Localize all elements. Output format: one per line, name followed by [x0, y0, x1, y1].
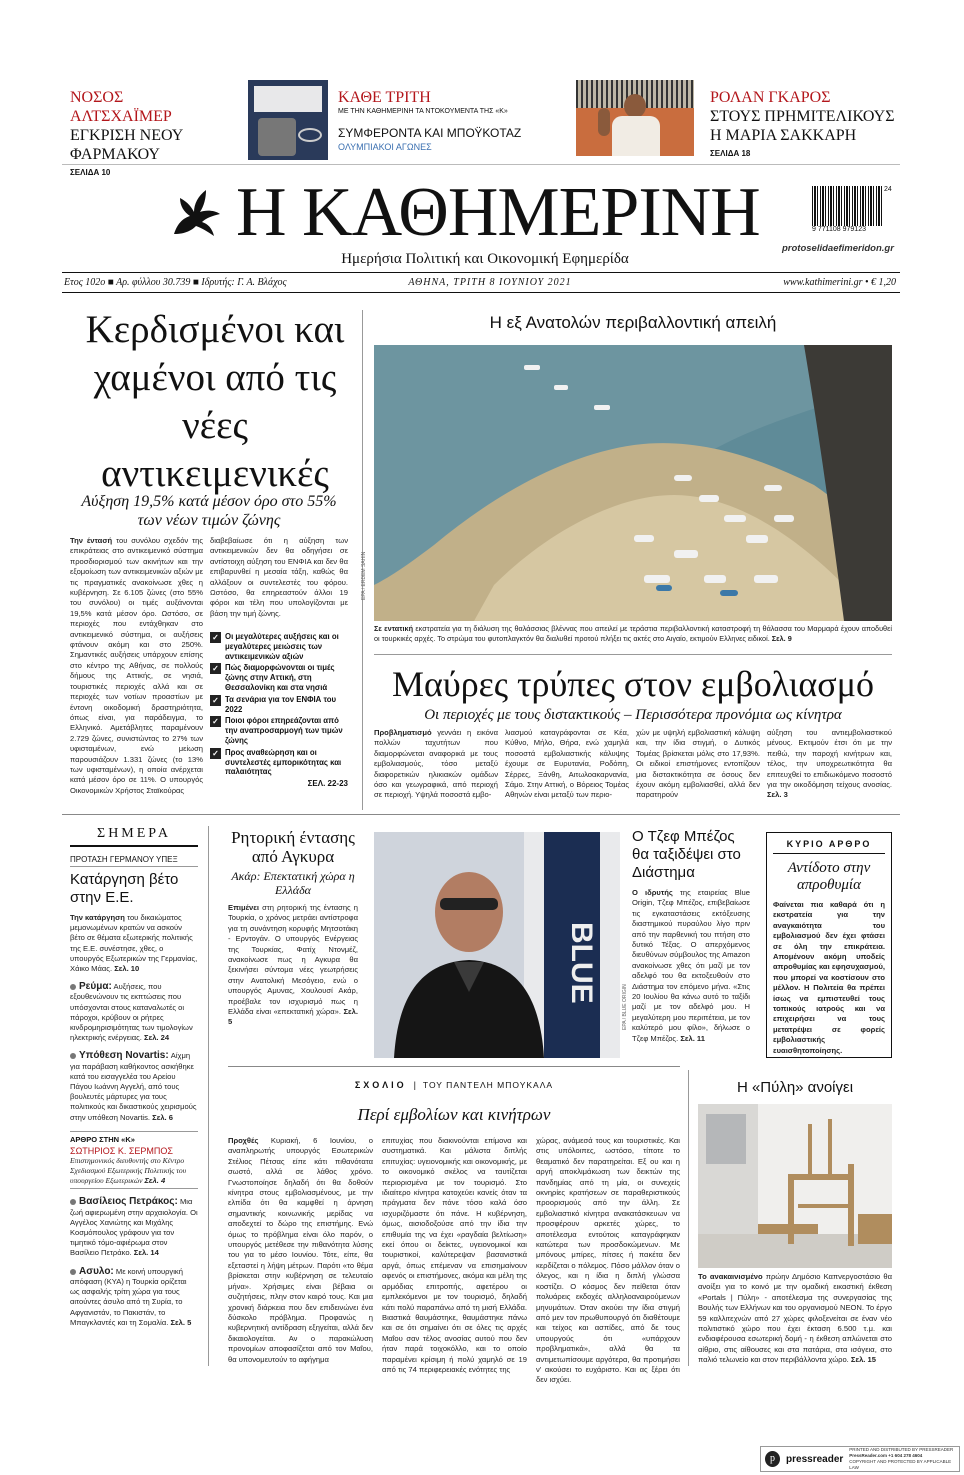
bezos-photo	[374, 832, 620, 1058]
photo-caption: Σε εντατική εκστρατεία για τη διάλυση της θαλάσσιας βλέννας που απειλεί με τεράστια περιβαλλοντική καταστροφή τη θάλασσα του Μαρμαρά έχουν αποδυθεί οι τουρκικές αρχές. Το στρώμα του φυτοπλαγκτόν θα διαλυθεί προτού πλήξει τις ακτές στο Αιγαίο, εκτιμούν Ελληνες ειδικοί. Σελ. 9	[374, 624, 892, 644]
lead-bullet: ✓ Προς αναθεώρηση και οι συντελεστές εμπορικότητας και παλαιότητας	[210, 748, 348, 777]
dateline-left: Ετος 102ο ■ Αρ. φύλλου 30.739 ■ Ιδρυτής: Γ. Α. Βλάχος	[64, 277, 287, 288]
promo-kicker: ΚΑΘΕ ΤΡΙΤΗ	[338, 89, 431, 106]
today-item[interactable]: Υπόθεση Novartis: Αίχμη για παράβαση καθήκοντος ασκήθηκε κατά του εισαγγελέα του Αρείου Πάγου Ιωάννη Αγγελή, από τους βουλευτές μάρτυρες για τους πολιτικούς και δικαστικούς χειρισμούς στην υπόθεση Novartis. Σελ. 6	[70, 1050, 197, 1122]
editorial-text: Φαίνεται πια καθαρά ότι η εκστρατεία για την αναγκαιότητα του εμβολιασμού δεν έχει φτάσει σε όλη την επικράτεια. Απομένουν ακόμη υποδείς απροθυμίας και εφησυχασμού, που μπορεί να κοστίσουν στο μέλλον. Η Πολιτεία θα πρέπει ίσως να εμπιστευθεί τους τοπικούς ιατρούς και να επιχειρήσει να τους μετατρέψει σε φορείς εμβολιαστικής ευαισθητοποίησης.	[773, 900, 885, 1055]
promo-title: ΕΓΚΡΙΣΗ ΝΕΟΥ ΦΑΡΜΑΚΟΥ	[70, 127, 183, 163]
check-icon: ✓	[210, 695, 221, 706]
today-item[interactable]: Βασίλειος Πετράκος: Μια ζωή αφιερωμένη στην αρχαιολογία. Οι Αγγέλος Χανιώτης και Μιχάλης Κοσμόπουλος γράφουν για τον τιμητικό τόμο-αφιέρωμα στον Βασίλειο Πετράκο. Σελ. 14	[70, 1196, 198, 1258]
editorial-title: Αντίδοτο στην απροθυμία	[787, 860, 871, 893]
barcode-issue: 24	[884, 186, 892, 193]
promo-book-cover	[248, 80, 328, 160]
vaccine-col1: Προβληματισμό γεννάει η εικόνα πολλών ταχυτήτων που διαμορφώνεται αναφορικά με τους εμβολιασμούς, τόσο μεταξύ διαφορετικών ηλικιακών ομάδων όσο και γεωγραφικά, από περιοχή σε περιοχή. Υψηλά ποσοστά εμβο-	[374, 728, 498, 800]
promo-roland-garros[interactable]	[710, 88, 910, 158]
comment-header: ΣΧΟΛΙΟ	[354, 1080, 407, 1090]
griffin-logo-icon	[166, 182, 228, 242]
lead-headline[interactable]: Κερδισμένοι και χαμένοι από τις νέες αντικειμενικές	[85, 308, 345, 495]
op-text: Επιστημονικός διευθυντής στο Κέντρο Σχεδιασμού Εξωτερικής Πολιτικής του υπουργείου Εξωτερικών Σελ. 4	[70, 1156, 198, 1190]
promo-page: ΣΕΛΙΔΑ 10	[70, 168, 111, 177]
footer-line3: COPYRIGHT AND PROTECTED BY APPLICABLE LAW	[849, 1459, 952, 1470]
vaccine-col3: χών με υψηλή εμβολιαστική κάλυψη και, την ίδια στιγμή, ο Δυτικός Τομέας βρίσκεται μόλις στο 17,93%. Οι ειδικοί επιστήμονες εντοπίζουν μια διστακτικότητα σε όσους δεν έχουν ακόμη εμβολιασθεί, αλλά δεν παρατηρούν	[636, 728, 760, 800]
ankara-text: Επιμένει στη ρητορική της έντασης η Τουρκία, ο χρόνος μετράει αντίστροφα για τη συνάντηση κορυφής Μητσοτάκη - Ερντογάν. Ο υπουργός Ενέργειας της Τουρκίας, Φατίχ Ντονμέζ, ανακοίνωσε πως η Αγκυρα θα ξεκινήσει σύντομα νέες γεωτρήσεις στην Ανατολική Μεσόγειο, ενώ ο υπουργός Αμυνας, Χουλουσί Ακάρ, προέβαλε τον ισχυρισμό πως η Ελλάδα είναι «επεκτατική χώρα». Σελ. 5	[228, 903, 358, 1027]
pressreader-icon: p	[765, 1451, 780, 1467]
masthead-title: Η ΚΑΘΗΜΕΡΙΝΗ	[236, 174, 760, 251]
lead-bullet: ✓ Τα σενάρια για τον ΕΝΦΙΑ του 2022	[210, 695, 348, 715]
lead-bullets	[210, 632, 348, 777]
dateline-right: www.kathimerini.gr • € 1,20	[783, 277, 896, 288]
lead-col1-lead: Την έντασή	[70, 536, 113, 545]
lead-page: ΣΕΛ. 22-23	[307, 779, 348, 789]
ankara-title: Ρητορική έντασης από Αγκυρα	[231, 828, 355, 866]
blue-text: BLUE	[565, 922, 598, 1004]
comment-author: ΤΟΥ ΠΑΝΤΕΛΗ ΜΠΟΥΚΑΛΑ	[422, 1080, 554, 1090]
masthead-logo	[166, 182, 228, 242]
comment-col2: επιτυχίας που διακινούνται επίμονα και συστηματικά. Και μάλιστα διπλής επιτυχίας: υγειονομικής και οικονομικής, με το οικονομικό σκέλος να ταυτίζεται περιορισμένα με τον τουρισμό. Στο ιδιαίτερο κίνητρα κατοχεύει κανείς όταν τα πράγματα δεν πάνε τόσο καλά όσο ισχυριζόμαστε ότι πάνε. Η κυβέρνηση, όμως, αισιοδοξούσε από την ίδια την επιθυμία της να έχει «ραγδαία βελτίωση» εκεί όπου οι δείκτες, υγειονομικοί και τουριστικοί, καλύτερεψαν βασανιστικά αργά, όπως επέμεναν να επισημαίνουν αφενός οι επιστήμονες, ακόμα και μέλη της αρμόδιας επιτροπής, αφετέρου οι εμπλεκόμενοι με τον τουρισμό, δηλαδή κάτι πολύ παραπάνω από τη μισή Ελλάδα. Βιαστικά θαυμάστηκε, θαυμάστηκε πάνω και σε ότι σημαίνει ότι σε όλες τις αρχές Μαΐου σαν τέλος ανοσίας αυτού που δεν ήταν παρά τοιχοκόλλο, και το οποίο παραμένει κρίσιμη ή πολύ χαμηλό σε 19 από τις 74 περιφερειακές ενότητες της	[382, 1136, 527, 1374]
ankara-story[interactable]	[228, 828, 358, 1033]
lead-col2	[210, 536, 348, 808]
check-icon: ✓	[210, 632, 221, 643]
ankara-deck: Ακάρ: Επεκτατική χώρα η Ελλάδα	[231, 869, 355, 897]
comment-col3: χώρας, ανάμεσά τους και τουριστικές. Και στις υπόλοιπες, ωστόσο, τίποτε το θεαματικό δεν παρατηρείται. Εξ ου και η αργή αποκλιμάκωση των δεικτών της πανδημίας από τη μία, οι συνεχείς οκνηρίες κρατήσεων σε παραθεριστικούς προορισμούς από την άλλη. Σε εμβολιαστικό κίνητρα ανακατάσκευων να προσφέρουν αρκετές χώρες, το αποτέλεσμα εντούτοις καταγράφηκαν κατώτερα των προσδοκώμενων. Με μπόνους μπίρες, πίτσες ή πακέτα δεν κερδίζεται ο πόλεμος. Πόσο μάλλον όταν ο όλεγος, και η ίδια η διπλή γλώσσα κοστίζει. Ο κόσμος δεν πείθεται όταν πολυάρεις εκδοχές αλληλοαναιρούμενων μηνυμάτων. Όταν ακούει την ίδια στιγμή από μεν τον πρωθυπουργό ότι διαθέτουμε και τείχος και ασπίδες, από δε τους υπουργούς ότι «υπάρχουν προβληματικά», αλλά θα τα αντιμετωπίσουμε αργότερα, θα προτιμήσει ν' ακούσει το ευχάριστο. Και ας ξέρει ότι δεν ισχύει.	[536, 1136, 680, 1385]
vaccine-col4: αύξηση του αντιεμβολιαστικού μένους. Εκτιμούν έτσι ότι με την πειθώ, την παροχή κινήτρων και, τέλος, την υποχρεωτικότητα θα επιτευχθεί το επιδιωκόμενο ποσοστό για την οικοδόμηση τείχους ανοσίας. Σελ. 3	[767, 728, 892, 800]
op-author[interactable]: ΣΩΤΗΡΙΟΣ Κ. ΣΕΡΜΠΟΣ	[70, 1145, 173, 1156]
bullet-dot-icon	[70, 1053, 76, 1059]
sea-photo	[374, 345, 892, 621]
check-icon: ✓	[210, 663, 221, 674]
barcode-number: 9 771108 979123	[812, 226, 866, 233]
promo-title: ΣΤΟΥΣ ΠΡΗΜΙΤΕΛΙΚΟΥΣ Η ΜΑΡΙΑ ΣΑΚΚΑΡΗ	[710, 108, 895, 144]
vaccine-headline[interactable]: Μαύρες τρύπες στον εμβολιασμό	[392, 664, 874, 704]
pyli-title[interactable]: Η «Πύλη» ανοίγει	[736, 1079, 854, 1096]
watermark: protoselidaefimeridon.gr	[782, 243, 894, 254]
vaccine-col2: λιασμού καταγράφονται σε Κέα, Κύθνο, Μήλο, Θήρα, ενώ χαμηλά ποσοστά εμβολιαστικής κάλυψης έχουμε σε Ευρυτανία, Ροδόπη, Σέρρες, Ξάνθη, Αιτωλοακαρνανία, Σάμο. Στην Αττική, ο Βόρειος Τομέας Αθηνών είναι μεταξύ των περιο-	[505, 728, 629, 800]
vaccine-deck: Οι περιοχές με τους διστακτικούς – Περισσότερα προνόμια ως κίνητρα	[424, 707, 842, 723]
lead-col1-text: του συνόλου σχεδόν της επικράτειας στο αντικειμενικό σύστημα προσδιορισμού των ακινήτων και την εξομοίωση των αντικειμενικών αξιών με τις πραγματικές ανακοίνωσε χθες η κυβέρνηση. Σε 6.105 ζώνες (στο 55% του συνόλου) οι τιμές αυξάνονται 19,5% κατά μέσον όρο. Ωστόσο, σε περιοχές που εντάχθηκαν στο αντικειμενικό σύστημα, οι αυξήσεις φτάνουν ακόμη και στο 250%. Σημαντικές αυξήσεις υπάρχουν επίσης στο κέντρο της Αθήνας, σε πολλούς δήμους της Αττικής, σε νησιά, τουριστικές περιοχές αλλά και σε περιοχές των νοτίων προαστίων με έντονη οικοδομική δραστηριότητα, όπως είναι, για παράδειγμα, το Ελληνικό. Αμετάβλητες παραμένουν 2.729 ζώνες, συνιστώντας το 27% των υφισταμένων, ενώ μείωση παρουσιάζουν 1.331 ζώνες (το 13% των υφισταμένων), η οποία ανέρχεται κατά μέσον όρο σε 11%. Ο υπουργός Οικονομικών Χρήστος Σταϊκούρας	[70, 536, 203, 795]
promo-tennis-photo	[576, 80, 694, 156]
editorial-box[interactable]	[766, 832, 892, 1058]
pyli-text: Το ανακαινισμένο πρώην Δημόσιο Καπνεργοστάσιο θα ανοίξει για το κοινό με την ομαδική εικαστική έκθεση «Portals | Πύλη» - αποτέλεσμα της συνεργασίας της Βουλής των Ελλήνων και του οργανισμού ΝΕΟΝ. Το έργο 59 καλλιτεχνών από 27 χώρες φιλοξενείται σε έναν νέο πολιτιστικό χώρο που έχει έκταση 6.500 τ.μ. και ενδιαφέρουσα εσωτερική δομή - η έκθεση απλώνεται στο αίθριο, στις αίθουσες και στα πατάρια, στα ισόγεια, στο παλιό τελωνείο και στον περιβάλλοντα χώρο. Σελ. 15	[698, 1272, 892, 1365]
lead-bullet: ✓ Πώς διαμορφώνονται οι τιμές ζώνης στην Αττική, στη Θεσσαλονίκη και στα νησιά	[210, 663, 348, 692]
today-kicker: ΠΡΟΤΑΣΗ ΓΕΡΜΑΝΟΥ ΥΠΕΞ	[70, 855, 198, 867]
lead-col1	[70, 536, 203, 808]
barcode	[812, 186, 894, 234]
promo-title: ΣΥΜΦΕΡΟΝΤΑ ΚΑΙ ΜΠΟΫΚΟΤΑΖ	[338, 126, 522, 140]
footer-line1: PRINTED AND DISTRIBUTED BY PRESSREADER	[849, 1447, 954, 1452]
bezos-photo-credit: EPA / BLUE ORIGIN	[622, 984, 628, 1030]
check-icon: ✓	[210, 748, 221, 759]
comment-title[interactable]: Περί εμβολίων και κινήτρων	[357, 1105, 551, 1124]
bullet-dot-icon	[70, 984, 76, 990]
promo-kicker: ΡΟΛΑΝ ΓΚΑΡΟΣ	[710, 89, 831, 106]
dateline-center: ΑΘΗΝΑ, ΤΡΙΤΗ 8 ΙΟΥΝΙΟΥ 2021	[408, 277, 572, 288]
today-item[interactable]: Ρεύμα: Αυξήσεις, που εξουθενώνουν τις εκπτώσεις που υπόσχονται στους καταναλωτές οι πάροχοι, κρύβουν οι ρήτρες κινδρομηρισιμότητας των τιμολογίων ηλεκτρικής ενέργειας. Σελ. 24	[70, 981, 193, 1043]
comment-col1: Προχθές Κυριακή, 6 Ιουνίου, ο αναπληρωτής υπουργός Εσωτερικών Στέλιος Πέτσας είπε κάτι πιθανότατα σωστό, αλλά σε λάθος χρόνο. Γνωστοποίησε δηλαδή ότι θα δοθούν κίνητρα στους εμβολιασμένους, με την ελπίδα ότι θα καμφθεί η άρνηση σημαντικής κοινωνικής μερίδας να αποδεχτεί το δώρο της επιστήμης. Ενώ όμως το πρόβλημα είναι όλο παρόν, ο υπουργός μετέθεσε την πιθανότητα λύσης του για το μέσο Ιουνίου. Τότε, είπε, θα εξεταστεί η λήψη μέτρων. Παρότι «το θέμα βρίσκεται στην κυβέρνηση σε τελευταίο μήνα». Χρήσιμες είναι βέβαια οι συζητήσεις, πλην στον καιρό τους. Και μια χρονική διάρκεια που δεν επιδεινώνει ένα δύσκολο πρόβλημα. Προφανώς η κυβερνητική αντίδραση εξηγείται, αλλά δεν δικαιολογείται. Αν ο παρακώλυση προνομίων αποφασίζεται από τον Μαΐου, θα υπονομευτούν το αφήγημα	[228, 1136, 373, 1364]
promo-subkicker: ΜΕ ΤΗΝ ΚΑΘΗΜΕΡΙΝΗ ΤΑ ΝΤΟΚΟΥΜΕΝΤΑ ΤΗΣ «Κ»	[338, 108, 508, 115]
promo-page: ΣΕΛΙΔΑ 18	[710, 149, 751, 158]
pyli-photo	[698, 1104, 892, 1268]
editorial-header: ΚΥΡΙΟ ΑΡΘΡΟ	[773, 839, 885, 854]
check-icon: ✓	[210, 716, 221, 727]
today-header: ΣΗΜΕΡΑ	[70, 826, 198, 847]
masthead-subtitle: Ημερήσια Πολιτική και Οικονομική Εφημερίδα	[341, 251, 629, 267]
promo-sub: ΟΛΥΜΠΙΑΚΟΙ ΑΓΩΝΕΣ	[338, 142, 432, 152]
bullet-dot-icon	[70, 1199, 76, 1205]
lead-deck: Αύξηση 19,5% κατά μέσον όρο στο 55% των νέων τιμών ζώνης	[81, 493, 337, 529]
bezos-text: Ο ιδρυτής της εταιρείας Blue Origin, Τζεφ Μπέζος, επιβεβαίωσε τις εγκαταστάσεις εκτόξευσης διαστημικού πυραύλου λίγο πριν από την παρθενική του πτήση στο δυτικό Τέξας. Ο απερχόμενος διευθύνων σύμβουλος της Amazon ανακοίνωσε χθες ότι μαζί με τον αδελφό του θα εκτοξευθούν στο Διάστημα τον επόμενο μήνα. «Στις 20 Ιουλίου θα κάνω αυτό το ταξίδι μαζί με τον αδελφό μου. Η μεγαλύτερη μου περιπέτεια, με τον καλύτερό μου φίλο», δήλωσε ο Τζεφ Μπέζος. Σελ. 11	[632, 888, 750, 1043]
today-text: Την κατάργηση του δικαιώματος μεμονωμένων κρατών να ασκούν βέτο σε θέματα εξωτερικής πολιτικής της Ε.Ε. συνέστησε, χθες, ο υπουργός Εξωτερικών της Γερμανίας, Χάικο Μάας. Σελ. 10	[70, 913, 198, 974]
lead-bullet: ✓ Ποιοι φόροι επηρεάζονται από την αναπροσαρμογή των τιμών ζώνης	[210, 716, 348, 745]
pressreader-footer[interactable]	[760, 1446, 960, 1472]
photo-label: Η εξ Ανατολών περιβαλλοντική απειλή	[489, 313, 777, 332]
bezos-title: Ο Τζεφ Μπέζος θα ταξιδέψει στο Διάστημα	[632, 828, 741, 881]
lead-col2-text: διαβεβαίωσε ότι η αύξηση των αντικειμενικών δεν θα οδηγήσει σε αντίστοιχη αύξηση του ΕΝΦΙΑ και δεν θα επιβαρυνθεί η μεσαία τάξη, καθώς θα αλλάξουν οι συντελεστές του φόρου. Ωστόσο, θα επηρεαστούν άλλοι 19 φόροι και τέλη που υπολογίζονται με βάση την τιμή ζώνης.	[210, 536, 348, 618]
promo-olympics[interactable]	[338, 88, 568, 153]
pressreader-brand: pressreader	[786, 1453, 844, 1465]
today-sidebar	[70, 826, 198, 1336]
promo-kicker: ΝΟΣΟΣ ΑΛΤΣΧΑΪΜΕΡ	[70, 89, 172, 125]
footer-line2: PressReader.com +1 604 278 4604	[849, 1453, 923, 1458]
today-item[interactable]: Ασυλο: Με κοινή υπουργική απόφαση (ΚΥΑ) η Τουρκία ορίζεται ως ασφαλής τρίτη χώρα για τους αιτούντες άσυλο από τη Συρία, το Αφγανιστάν, το Πακιστάν, το Μπαγκλαντές και τη Σομαλία. Σελ. 5	[70, 1265, 192, 1327]
photo-credit: EPA / ERDEM SAHIN	[361, 551, 367, 600]
today-title[interactable]: Κατάργηση βέτο στην Ε.Ε.	[70, 871, 179, 906]
comment-header-row: ΣΧΟΛΙΟ | ΤΟΥ ΠΑΝΤΕΛΗ ΜΠΟΥΚΑΛΑ	[354, 1080, 554, 1090]
bullet-dot-icon	[70, 1269, 76, 1275]
lead-bullet: ✓ Οι μεγαλύτερες αυξήσεις και οι μεγαλύτερες μειώσεις των αντικειμενικών αξιών	[210, 632, 348, 661]
op-header: ΑΡΘΡΟ ΣΤΗΝ «Κ»	[70, 1131, 198, 1144]
bezos-story[interactable]	[632, 828, 750, 1056]
